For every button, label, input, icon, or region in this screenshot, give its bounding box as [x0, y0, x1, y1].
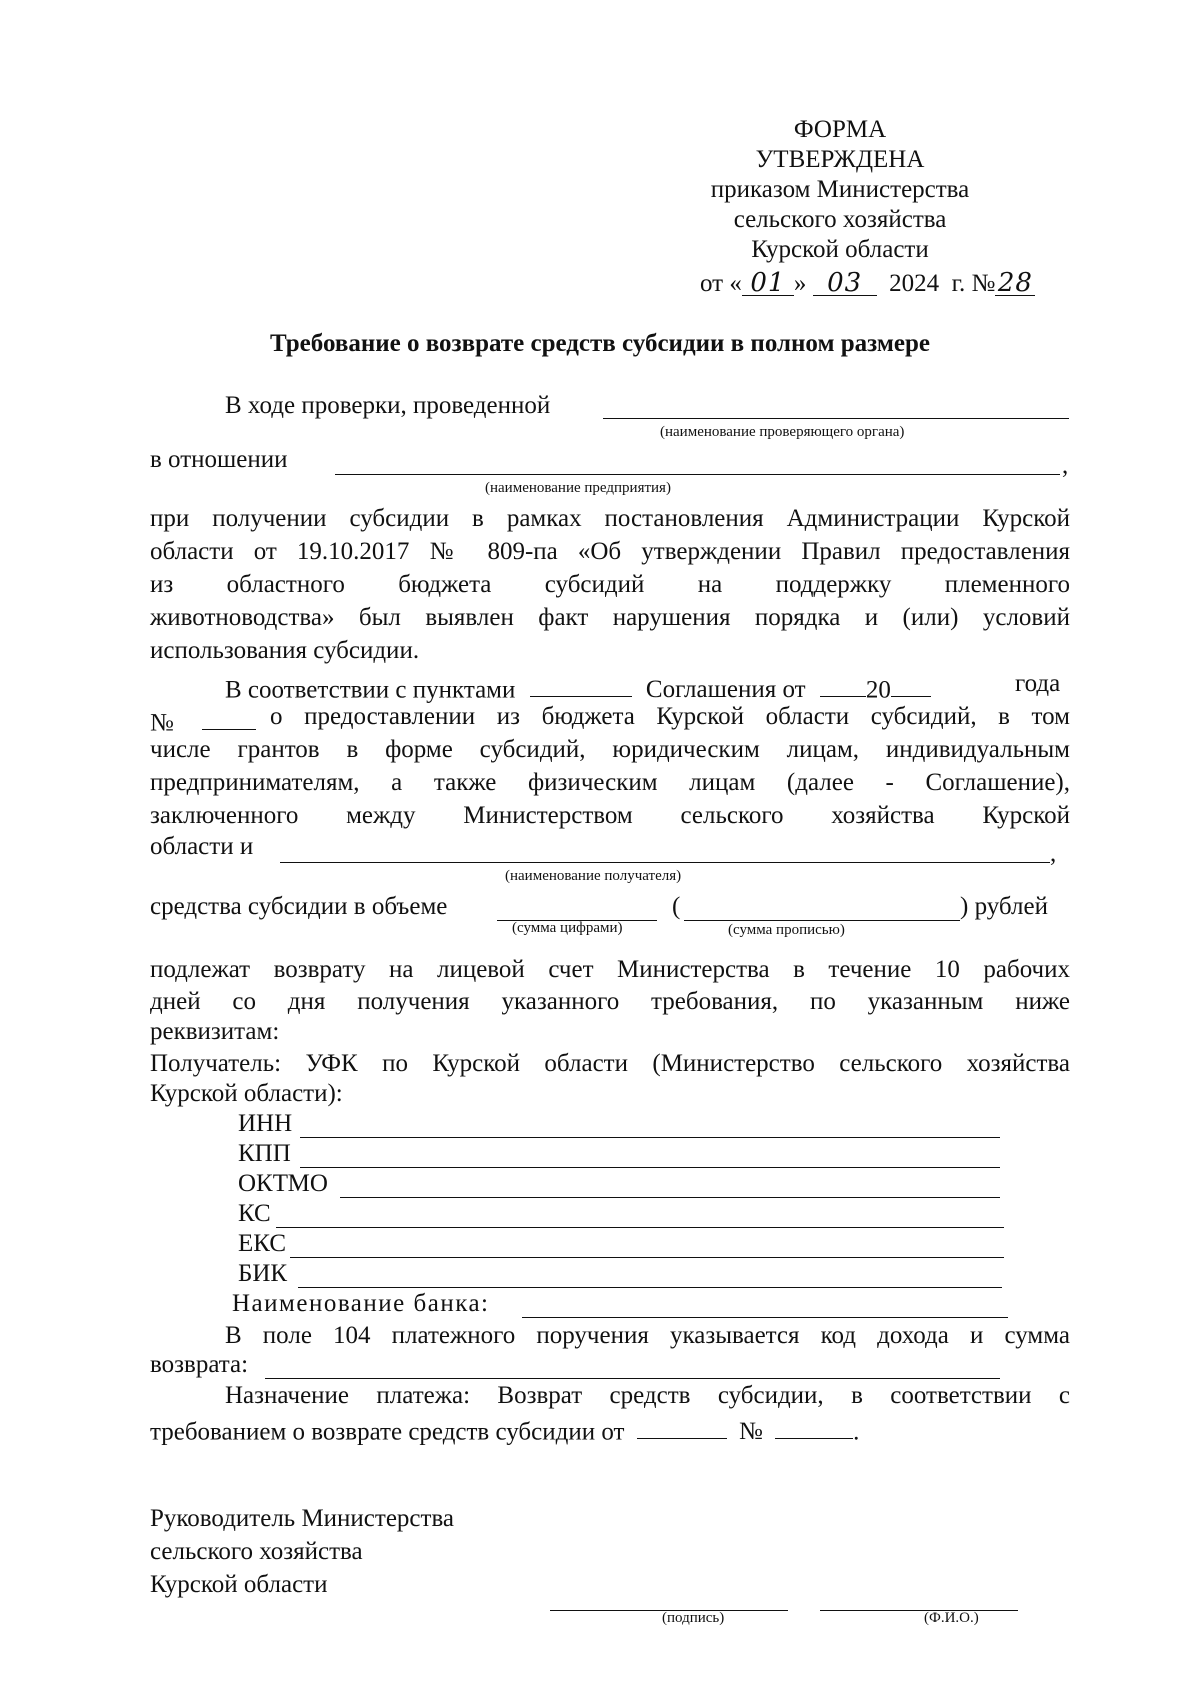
approval-region-line: Курской области [751, 236, 929, 263]
p3-line2: возврата: [150, 1351, 249, 1378]
amount-lead: средства субсидии в объеме [150, 893, 448, 920]
amount-close: ) рублей [960, 893, 1048, 920]
field-ks-line [276, 1227, 1004, 1228]
p1-lead: В ходе проверки, проведенной [225, 392, 551, 419]
demand-number-blank [775, 1412, 853, 1439]
field-oktmo-label: ОКТМО [238, 1170, 328, 1197]
p2-line5: заключенного между Министерством сельского хозяйства Курской [150, 802, 1070, 829]
date-mid: » [793, 270, 807, 297]
hint-words: (сумма прописью) [728, 922, 845, 938]
agreement-year-blank [891, 670, 931, 697]
p1-in-relation: в отношении [150, 446, 288, 473]
p2-line8: подлежат возврату на лицевой счет Министерства в течение 10 рабочих [150, 956, 1070, 983]
fio-line [820, 1610, 1018, 1611]
approval-order-line: приказом Министерства [710, 176, 970, 203]
field-kpp-label: КПП [238, 1140, 291, 1167]
p4-line1: Назначение платежа: Возврат средств субсидии, в соответствии с [225, 1382, 1070, 1409]
p2-line2-rest: о предоставлении из бюджета Курской области субсидий, в том [270, 703, 1070, 730]
hint-enterprise: (наименование предприятия) [485, 480, 671, 496]
approval-date-line [700, 268, 1035, 298]
points-blank [530, 670, 632, 697]
date-prefix: от « [700, 270, 742, 297]
signature-line3: Курской области [150, 1571, 328, 1598]
p3-line1: В поле 104 платежного поручения указывается код дохода и сумма [225, 1322, 1070, 1349]
p1-line5: использования субсидии. [150, 637, 420, 664]
p2-line9: дней со дня получения указанного требования, по указанным ниже [150, 988, 1070, 1015]
agreement-number-blank [202, 703, 256, 730]
p4-line2 [150, 1412, 859, 1446]
p2-number-sign: № [150, 709, 174, 737]
field-ks-label: КС [238, 1200, 271, 1227]
p1-line2: области от 19.10.2017 № 809-па «Об утверждении Правил предоставления [150, 538, 1070, 565]
signature-line2: сельского хозяйства [150, 1538, 363, 1565]
hint-fio: (Ф.И.О.) [924, 1610, 979, 1626]
field-bik-line [298, 1287, 1002, 1288]
field-eks-line [290, 1257, 1004, 1258]
signature-line1: Руководитель Министерства [150, 1505, 455, 1532]
field-bank-line [522, 1317, 1008, 1318]
p1-line1: при получении субсидии в рамках постановления Администрации Курской [150, 505, 1070, 532]
agreement-date-blank [820, 670, 866, 697]
p2-line6: области и [150, 833, 254, 860]
amount-words-line [684, 920, 960, 921]
field-inn-label: ИНН [238, 1110, 293, 1137]
recipient-line2: Курской области): [150, 1080, 343, 1107]
p2-year-prefix: 20 [865, 676, 891, 704]
recipient-name-line [280, 862, 1050, 863]
field-oktmo-line [340, 1197, 1000, 1198]
p2-line2 [150, 703, 256, 737]
p4-text: требованием о возврате средств субсидии от [150, 1418, 625, 1446]
approval-form-label: ФОРМА [793, 116, 887, 143]
p1-line4: животноводства» был выявлен факт нарушения порядка и (или) условий [150, 604, 1070, 631]
p2-line4: предпринимателям, а также физическим лицам (далее - Соглашение), [150, 769, 1070, 796]
field-bank-label: Наименование банка: [232, 1290, 490, 1317]
field-kpp-line [300, 1167, 1000, 1168]
p1-comma: , [1062, 452, 1069, 479]
field-inn-line [300, 1137, 1000, 1138]
approval-ministry-line: сельского хозяйства [733, 206, 947, 233]
hint-recipient: (наименование получателя) [505, 868, 682, 884]
p4-number-sign: № [738, 1418, 763, 1446]
approval-number: 28 [995, 268, 1035, 296]
p2-comma: , [1050, 840, 1057, 867]
approval-month: 03 [813, 268, 877, 296]
hint-digits: (сумма цифрами) [512, 920, 623, 936]
field-bik-label: БИК [238, 1260, 288, 1287]
document-title: Требование о возврате средств субсидии в полном размере [270, 330, 930, 357]
recipient-line1: Получатель: УФК по Курской области (Министерство сельского хозяйства [150, 1050, 1070, 1077]
field-eks-label: ЕКС [238, 1230, 286, 1257]
p2-year-word: года [1015, 670, 1061, 697]
p2-agreement-text: Соглашения от [645, 676, 806, 704]
hint-org: (наименование проверяющего органа) [660, 424, 905, 440]
approval-approved-label: УТВЕРЖДЕНА [755, 146, 925, 173]
return-code-line [265, 1378, 1000, 1379]
year-suffix: г. № [951, 270, 996, 297]
p2-line3: числе грантов в форме субсидий, юридическим лицам, индивидуальным [150, 736, 1070, 763]
p4-period: . [853, 1418, 860, 1446]
demand-date-blank [637, 1412, 727, 1439]
p2-line10: реквизитам: [150, 1018, 280, 1045]
approval-day: 01 [742, 268, 794, 296]
approval-year: 2024 [889, 270, 940, 297]
enterprise-name-line [335, 474, 1060, 475]
p2-points-text: В соответствии с пунктами [225, 676, 516, 704]
p2-line1 [225, 670, 931, 704]
org-name-line [603, 418, 1069, 419]
amount-open: ( [672, 893, 681, 920]
p1-line3: из областного бюджета субсидий на поддержку племенного [150, 571, 1070, 598]
hint-sign: (подпись) [662, 1610, 725, 1626]
